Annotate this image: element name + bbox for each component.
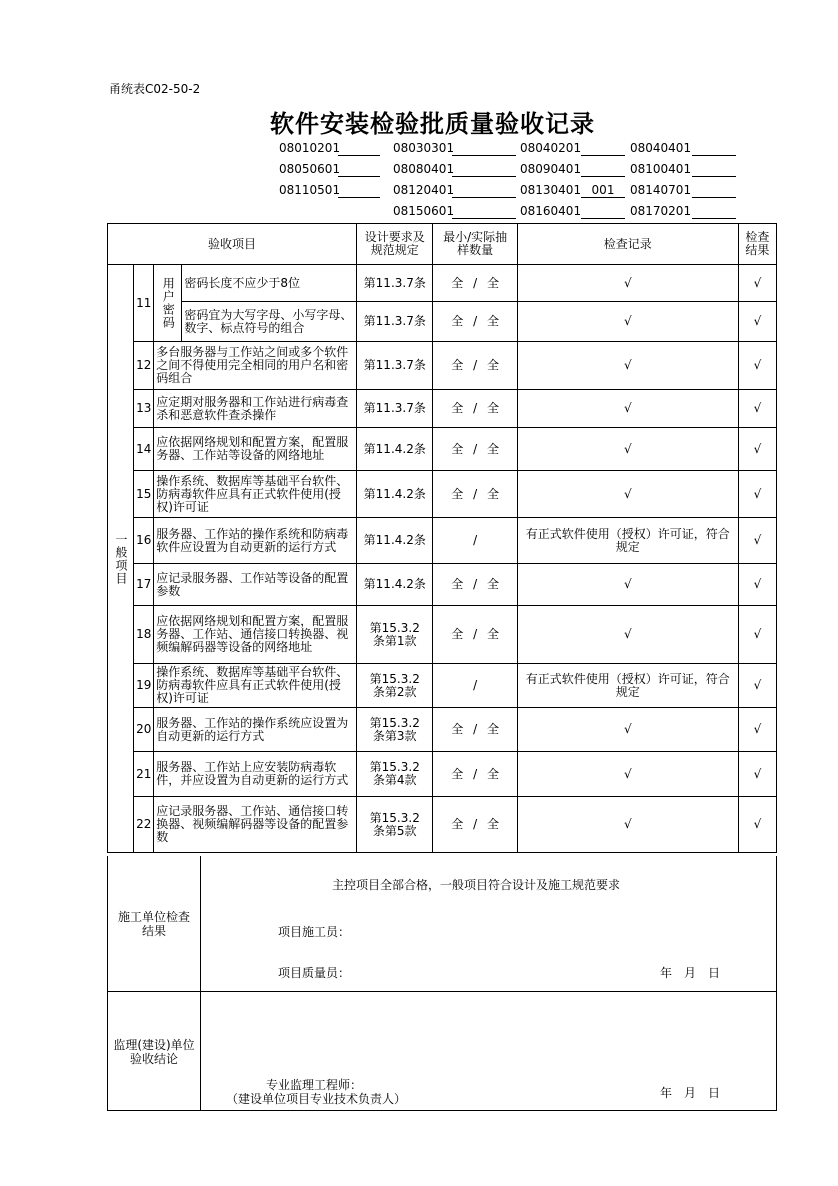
construction-quality: 项目质量员： xyxy=(278,966,351,980)
item-text: 密码宜为大写字母、小写字母、数字、标点符号的组合 xyxy=(182,302,357,342)
check-result[interactable]: √ xyxy=(738,342,776,390)
check-record[interactable]: √ xyxy=(517,428,738,471)
design-clause: 第11.3.7条 xyxy=(357,265,433,302)
check-record[interactable]: √ xyxy=(517,342,738,390)
item-text: 密码长度不应少于8位 xyxy=(182,265,357,302)
table-row xyxy=(108,342,777,390)
table-row xyxy=(108,564,777,606)
row-number: 11 xyxy=(134,265,154,342)
row-number: 13 xyxy=(134,390,154,428)
design-clause: 第11.3.7条 xyxy=(357,342,433,390)
table-row xyxy=(108,708,777,752)
lot-code: 08130401 xyxy=(520,183,582,197)
table-row xyxy=(108,265,777,302)
table-row xyxy=(108,797,777,853)
check-result[interactable]: √ xyxy=(738,265,776,302)
lot-code: 08150601 xyxy=(393,204,455,218)
lot-code-value[interactable] xyxy=(338,183,380,198)
row-number: 14 xyxy=(134,428,154,471)
lot-code-value[interactable] xyxy=(581,141,625,156)
row-number: 12 xyxy=(134,342,154,390)
sample-count: / xyxy=(433,518,517,564)
sub-label: 用户密码 xyxy=(154,265,182,342)
table-row xyxy=(108,471,777,518)
design-clause: 第11.3.7条 xyxy=(357,390,433,428)
lot-code: 08040401 xyxy=(630,141,692,155)
check-result[interactable]: √ xyxy=(738,664,776,708)
lot-code: 08080401 xyxy=(393,162,455,176)
lot-code-value[interactable] xyxy=(452,162,516,177)
design-clause: 第15.3.2条第3款 xyxy=(357,708,433,752)
row-number: 17 xyxy=(134,564,154,606)
row-number: 18 xyxy=(134,606,154,664)
construction-section xyxy=(107,856,777,992)
table-row xyxy=(108,390,777,428)
sample-count: 全 / 全 xyxy=(433,390,517,428)
item-text: 应依据网络规划和配置方案，配置服务器、工作站、通信接口转换器、视频编解码器等设备的网络地址 xyxy=(154,606,357,664)
item-text: 应记录服务器、工作站、通信接口转换器、视频编解码器等设备的配置参数 xyxy=(154,797,357,853)
design-clause: 第11.4.2条 xyxy=(357,471,433,518)
check-result[interactable]: √ xyxy=(738,390,776,428)
check-result[interactable]: √ xyxy=(738,564,776,606)
table-row xyxy=(108,606,777,664)
check-record[interactable]: √ xyxy=(517,302,738,342)
check-result[interactable]: √ xyxy=(738,428,776,471)
design-clause: 第11.4.2条 xyxy=(357,564,433,606)
design-clause: 第11.3.7条 xyxy=(357,302,433,342)
lot-code: 08090401 xyxy=(520,162,582,176)
item-text: 应记录服务器、工作站等设备的配置参数 xyxy=(154,564,357,606)
lot-code-value[interactable] xyxy=(692,141,736,156)
row-number: 21 xyxy=(134,752,154,797)
sample-count: 全 / 全 xyxy=(433,342,517,390)
check-result[interactable]: √ xyxy=(738,471,776,518)
construction-label: 施工单位检查结果 xyxy=(118,910,191,938)
design-clause: 第15.3.2条第4款 xyxy=(357,752,433,797)
group-label: 一般项目 xyxy=(108,265,134,853)
check-record[interactable]: 有正式软件使用（授权）许可证，符合规定 xyxy=(517,664,738,708)
supervision-engineer-note: （建设单位项目专业技术负责人） xyxy=(226,1092,407,1106)
item-text: 多台服务器与工作站之间或多个软件之间不得使用完全相同的用户名和密码组合 xyxy=(154,342,357,390)
table-row xyxy=(108,752,777,797)
check-result[interactable]: √ xyxy=(738,708,776,752)
lot-code: 08140701 xyxy=(630,183,692,197)
design-clause: 第15.3.2条第2款 xyxy=(357,664,433,708)
header-item: 验收项目 xyxy=(108,224,357,265)
row-number: 22 xyxy=(134,797,154,853)
sample-count: 全 / 全 xyxy=(433,752,517,797)
item-text: 操作系统、数据库等基础平台软件、防病毒软件应具有正式软件使用(授权)许可证 xyxy=(154,471,357,518)
lot-code: 08030301 xyxy=(393,141,455,155)
lot-code-value[interactable] xyxy=(692,204,736,219)
lot-code: 08040201 xyxy=(520,141,582,155)
lot-code-value[interactable] xyxy=(692,183,736,198)
form-code: 甬统表C02-50-2 xyxy=(109,82,201,96)
sample-count: 全 / 全 xyxy=(433,265,517,302)
lot-code-value[interactable] xyxy=(692,162,736,177)
item-text: 服务器、工作站上应安装防病毒软件，并应设置为自动更新的运行方式 xyxy=(154,752,357,797)
construction-worker: 项目施工员： xyxy=(278,925,351,939)
lot-code: 08110501 xyxy=(279,183,341,197)
construction-date: 年 月 日 xyxy=(660,966,721,980)
row-number: 19 xyxy=(134,664,154,708)
supervision-label: 监理(建设)单位验收结论 xyxy=(113,1038,195,1066)
table-header-row xyxy=(108,224,777,265)
sample-count: 全 / 全 xyxy=(433,302,517,342)
table-row xyxy=(108,518,777,564)
lot-code-value[interactable] xyxy=(338,141,380,156)
design-clause: 第11.4.2条 xyxy=(357,428,433,471)
design-clause: 第15.3.2条第1款 xyxy=(357,606,433,664)
lot-code-value[interactable] xyxy=(452,141,516,156)
item-text: 操作系统、数据库等基础平台软件、防病毒软件应具有正式软件使用(授权)许可证 xyxy=(154,664,357,708)
sample-count: 全 / 全 xyxy=(433,606,517,664)
check-record[interactable]: √ xyxy=(517,564,738,606)
design-clause: 第15.3.2条第5款 xyxy=(357,797,433,853)
supervision-engineer: 专业监理工程师： xyxy=(266,1078,363,1092)
supervision-section xyxy=(107,991,777,1111)
sample-count: 全 / 全 xyxy=(433,471,517,518)
inspection-table xyxy=(107,223,777,853)
page-title: 软件安装检验批质量验收记录 xyxy=(270,110,595,138)
design-clause: 第11.4.2条 xyxy=(357,518,433,564)
header-result: 检查结果 xyxy=(738,224,776,265)
sample-count: 全 / 全 xyxy=(433,708,517,752)
check-record[interactable]: √ xyxy=(517,797,738,853)
row-number: 16 xyxy=(134,518,154,564)
lot-code: 08170201 xyxy=(630,204,692,218)
lot-code: 08050601 xyxy=(279,162,341,176)
table-row xyxy=(108,302,777,342)
item-text: 服务器、工作站的操作系统应设置为自动更新的运行方式 xyxy=(154,708,357,752)
lot-code: 08160401 xyxy=(520,204,582,218)
sample-count: 全 / 全 xyxy=(433,428,517,471)
lot-code: 08120401 xyxy=(393,183,455,197)
item-text: 应依据网络规划和配置方案，配置服务器、工作站等设备的网络地址 xyxy=(154,428,357,471)
header-sample: 最小/实际抽样数量 xyxy=(433,224,517,265)
row-number: 20 xyxy=(134,708,154,752)
lot-code-value[interactable] xyxy=(581,162,625,177)
header-design: 设计要求及规范规定 xyxy=(357,224,433,265)
lot-code-value[interactable]: 001 xyxy=(581,183,625,198)
check-result[interactable]: √ xyxy=(738,518,776,564)
check-record[interactable]: √ xyxy=(517,471,738,518)
check-record[interactable]: √ xyxy=(517,752,738,797)
check-record[interactable]: 有正式软件使用（授权）许可证，符合规定 xyxy=(517,518,738,564)
header-record: 检查记录 xyxy=(517,224,738,265)
check-record[interactable]: √ xyxy=(517,390,738,428)
lot-code-value[interactable] xyxy=(452,183,516,198)
check-result[interactable]: √ xyxy=(738,302,776,342)
lot-code: 08010201 xyxy=(279,141,341,155)
sample-count: / xyxy=(433,664,517,708)
construction-conclusion: 主控项目全部合格，一般项目符合设计及施工规范要求 xyxy=(332,878,621,892)
lot-code-value[interactable] xyxy=(338,162,380,177)
lot-code-value[interactable] xyxy=(581,204,625,219)
lot-code: 08100401 xyxy=(630,162,692,176)
check-result[interactable]: √ xyxy=(738,606,776,664)
supervision-date: 年 月 日 xyxy=(660,1086,721,1100)
check-record[interactable]: √ xyxy=(517,708,738,752)
item-text: 服务器、工作站的操作系统和防病毒软件应设置为自动更新的运行方式 xyxy=(154,518,357,564)
check-record[interactable]: √ xyxy=(517,606,738,664)
check-result[interactable]: √ xyxy=(738,797,776,853)
sample-count: 全 / 全 xyxy=(433,797,517,853)
row-number: 15 xyxy=(134,471,154,518)
item-text: 应定期对服务器和工作站进行病毒查杀和恶意软件查杀操作 xyxy=(154,390,357,428)
lot-code-value[interactable] xyxy=(452,204,516,219)
sample-count: 全 / 全 xyxy=(433,564,517,606)
check-result[interactable]: √ xyxy=(738,752,776,797)
table-row xyxy=(108,664,777,708)
check-record[interactable]: √ xyxy=(517,265,738,302)
table-row xyxy=(108,428,777,471)
